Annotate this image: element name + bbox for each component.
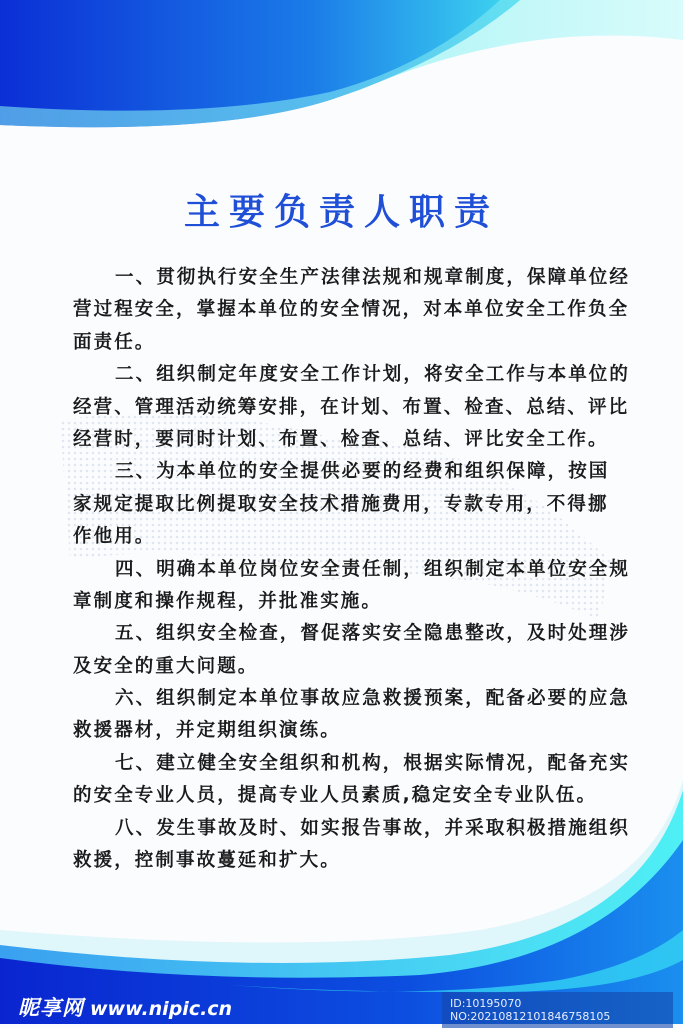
duty-line: 救援器材，并定期组织演练。 [73, 720, 341, 742]
duty-list [73, 262, 631, 877]
duty-line: 八、发生事故及时、如实报告事故，并采取积极措施组织 [115, 817, 631, 839]
duty-paragraph [73, 813, 631, 878]
duty-paragraph [73, 554, 631, 619]
duty-line: 六、组织制定本单位事故应急救援预案，配备必要的应急 [115, 688, 631, 710]
duty-line: 的安全专业人员，提高专业人员素质,稳定安全专业队伍。 [73, 785, 598, 807]
duty-line: 营过程安全，掌握本单位的安全情况，对本单位安全工作负全 [73, 299, 630, 321]
logo-url: www.nipic.cn [90, 998, 233, 1020]
duty-line: 章制度和操作规程，并批准实施。 [73, 590, 383, 612]
duty-line: 经营、管理活动统筹安排，在计划、布置、检查、总结、评比 [73, 396, 630, 418]
page-title: 主要负责人职责 [183, 191, 499, 233]
duty-line: 面责任。 [73, 331, 156, 353]
site-logo [18, 992, 232, 1022]
duty-line: 一、贯彻执行安全生产法律法规和规章制度，保障单位经 [115, 267, 631, 288]
duty-line: 二、组织制定年度安全工作计划，将安全工作与本单位的 [115, 364, 631, 386]
duty-line: 五、组织安全检查，督促落实安全隐患整改，及时处理涉 [115, 623, 631, 645]
duty-line: 家规定提取比例提取安全技术措施费用，专款专用，不得挪 [73, 493, 609, 515]
logo-chinese: 昵享网 [18, 996, 84, 1020]
duty-paragraph [73, 262, 631, 359]
duty-paragraph [73, 618, 631, 683]
duty-line: 三、为本单位的安全提供必要的经费和组织保障，按国 [115, 461, 610, 483]
duty-line: 救援，控制事故蔓延和扩大。 [73, 850, 341, 872]
duty-paragraph [73, 456, 613, 553]
duty-paragraph [73, 359, 631, 456]
duty-paragraph [73, 683, 631, 748]
duty-line: 经营时，要同时计划、布置、检查、总结、评比安全工作。 [73, 428, 609, 450]
image-id-watermark: ID:10195070 NO:20210812101846758105 [442, 992, 673, 1028]
duty-line: 七、建立健全安全组织和机构，根据实际情况，配备充实 [115, 752, 631, 774]
duty-line: 及安全的重大问题。 [73, 655, 259, 677]
duty-paragraph [73, 748, 631, 813]
duty-line: 作他用。 [73, 526, 156, 548]
duty-line: 四、明确本单位岗位安全责任制，组织制定本单位安全规 [115, 558, 631, 580]
